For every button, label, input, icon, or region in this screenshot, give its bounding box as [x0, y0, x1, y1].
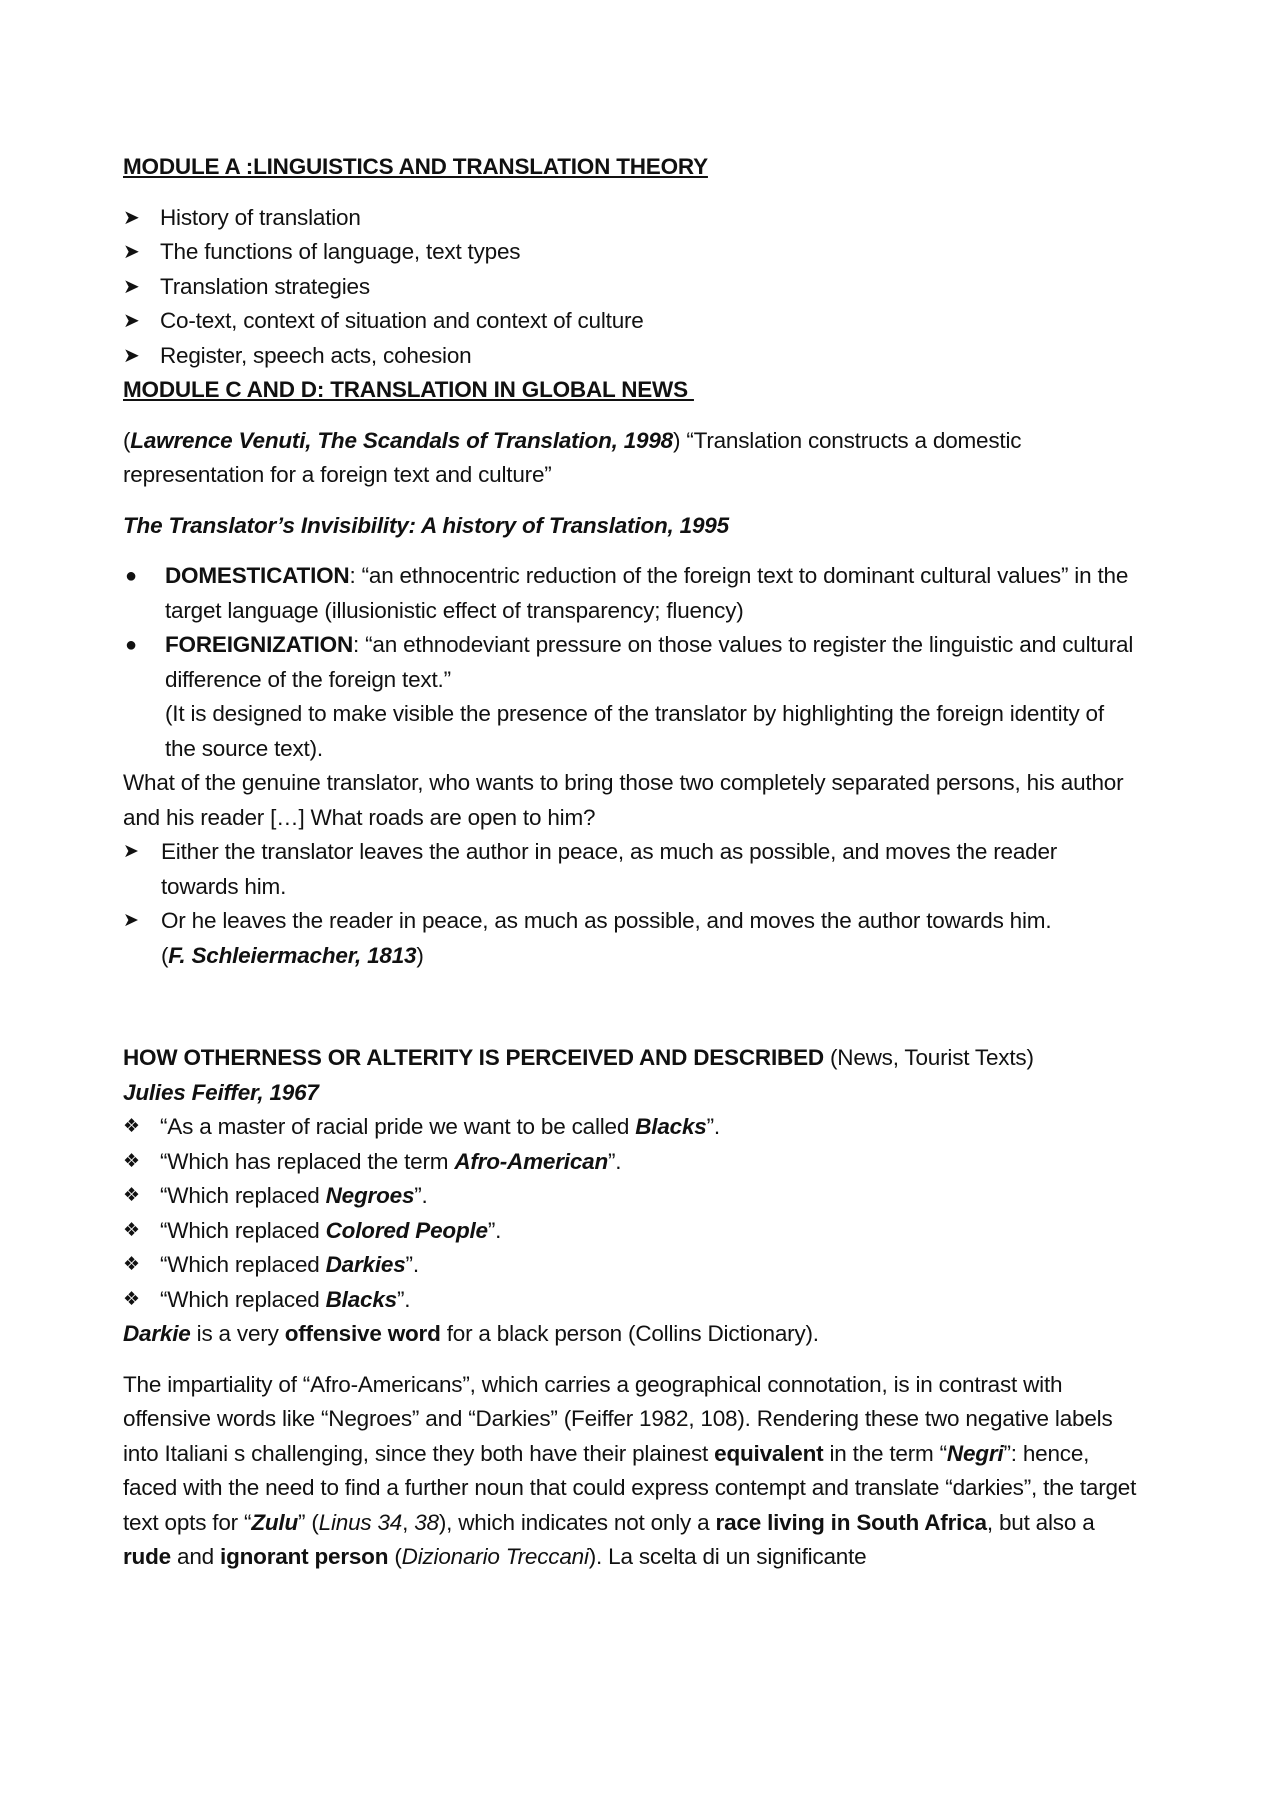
arrowhead-bullet-icon: ➤ [123, 310, 140, 332]
venuti-citation: Lawrence Venuti, The Scandals of Translation, 1998 [130, 427, 673, 453]
feiffer-quote-list [123, 1110, 1140, 1317]
arrowhead-bullet-icon: ➤ [123, 344, 140, 367]
list-item: ➤ History of translation [123, 201, 1140, 236]
list-item: ➤ Either the translator leaves the author in peace, as much as possible, and moves the reader towards him. [123, 835, 1140, 904]
schleiermacher-options [123, 835, 1140, 973]
arrowhead-bullet-icon: ➤ [123, 910, 139, 931]
otherness-source: Julies Feiffer, 1967 [123, 1079, 319, 1105]
otherness-heading: HOW OTHERNESS OR ALTERITY IS PERCEIVED AND DESCRIBED (News, Tourist Texts) [123, 1045, 1034, 1070]
spacer [123, 973, 1140, 1041]
arrowhead-bullet-icon: ➤ [123, 275, 140, 298]
module-cd-heading: MODULE C AND D: TRANSLATION IN GLOBAL NEWS [123, 377, 694, 402]
list-item-domestication: ● DOMESTICATION: “an ethnocentric reduction of the foreign text to dominant cultural values” in the target language (illusionistic effect of transparency; fluency) [123, 559, 1140, 628]
schleiermacher-question: What of the genuine translator, who wants to bring those two completely separated persons, his author and his reader […] What roads are open to him? [123, 770, 1124, 830]
list-item-foreignization: ● FOREIGNIZATION: “an ethnodeviant pressure on those values to register the linguistic and cultural difference of the foreign text.” (It is designed to make visible the presence of the translator by highlighting the foreign identity of the source text). [123, 628, 1140, 766]
list-item: ❖ “Which replaced Darkies”. [123, 1248, 1140, 1283]
diamond-bullet-icon: ❖ [123, 1219, 140, 1241]
list-item: ➤ Co-text, context of situation and context of culture [123, 304, 1140, 339]
list-item: ❖ “As a master of racial pride we want to be called Blacks”. [123, 1110, 1140, 1145]
list-item: ➤ Translation strategies [123, 270, 1140, 305]
list-item: ❖ “Which has replaced the term Afro-American”. [123, 1145, 1140, 1180]
list-item: ➤ The functions of language, text types [123, 235, 1140, 270]
bullet-dot-icon: ● [125, 565, 137, 587]
foreignization-note: (It is designed to make visible the presence of the translator by highlighting the foreign identity of the source text). [165, 701, 1104, 761]
diamond-bullet-icon: ❖ [123, 1150, 140, 1172]
diamond-bullet-icon: ❖ [123, 1116, 140, 1137]
list-item: ❖ “Which replaced Blacks”. [123, 1283, 1140, 1318]
module-a-heading: MODULE A :LINGUISTICS AND TRANSLATION THEORY [123, 154, 708, 179]
arrowhead-bullet-icon: ➤ [123, 841, 139, 862]
list-item: ❖ “Which replaced Colored People”. [123, 1214, 1140, 1249]
list-item: ❖ “Which replaced Negroes”. [123, 1179, 1140, 1214]
list-item: ➤ Register, speech acts, cohesion [123, 339, 1140, 374]
strategy-list [123, 559, 1140, 766]
diamond-bullet-icon: ❖ [123, 1288, 140, 1310]
diamond-bullet-icon: ❖ [123, 1185, 140, 1206]
impartiality-paragraph: The impartiality of “Afro-Americans”, which carries a geographical connotation, is in contrast with offensive words like “Negroes” and “Darkies” (Feiffer 1982, 108). Rendering these two negative labels into Italiani s challenging, since they both have their plainest equivalent in the term “Negri”: hence, faced with the need to find a further noun that could express contempt and translate “darkies”, the target text opts for “Zulu” (Linus 34, 38), which indicates not only a race living in South Africa, but also a rude and ignorant person (Dizionario Treccani). La scelta di un significante [123, 1371, 1137, 1569]
darkie-definition: Darkie is a very offensive word for a black person (Collins Dictionary). [123, 1321, 819, 1346]
arrowhead-bullet-icon: ➤ [123, 241, 140, 263]
module-a-topic-list [123, 201, 1140, 374]
bullet-dot-icon: ● [125, 634, 137, 656]
schleiermacher-citation: F. Schleiermacher, 1813 [168, 942, 417, 968]
diamond-bullet-icon: ❖ [123, 1254, 140, 1275]
list-item: ➤ Or he leaves the reader in peace, as much as possible, and moves the author towards him. (F. Schleiermacher, 1813) [123, 904, 1140, 973]
arrowhead-bullet-icon: ➤ [123, 206, 140, 229]
venuti-quote: (Lawrence Venuti, The Scandals of Translation, 1998) “Translation constructs a domestic representation for a foreign text and culture” [123, 427, 1022, 487]
book-title: The Translator’s Invisibility: A history of Translation, 1995 [123, 512, 729, 538]
